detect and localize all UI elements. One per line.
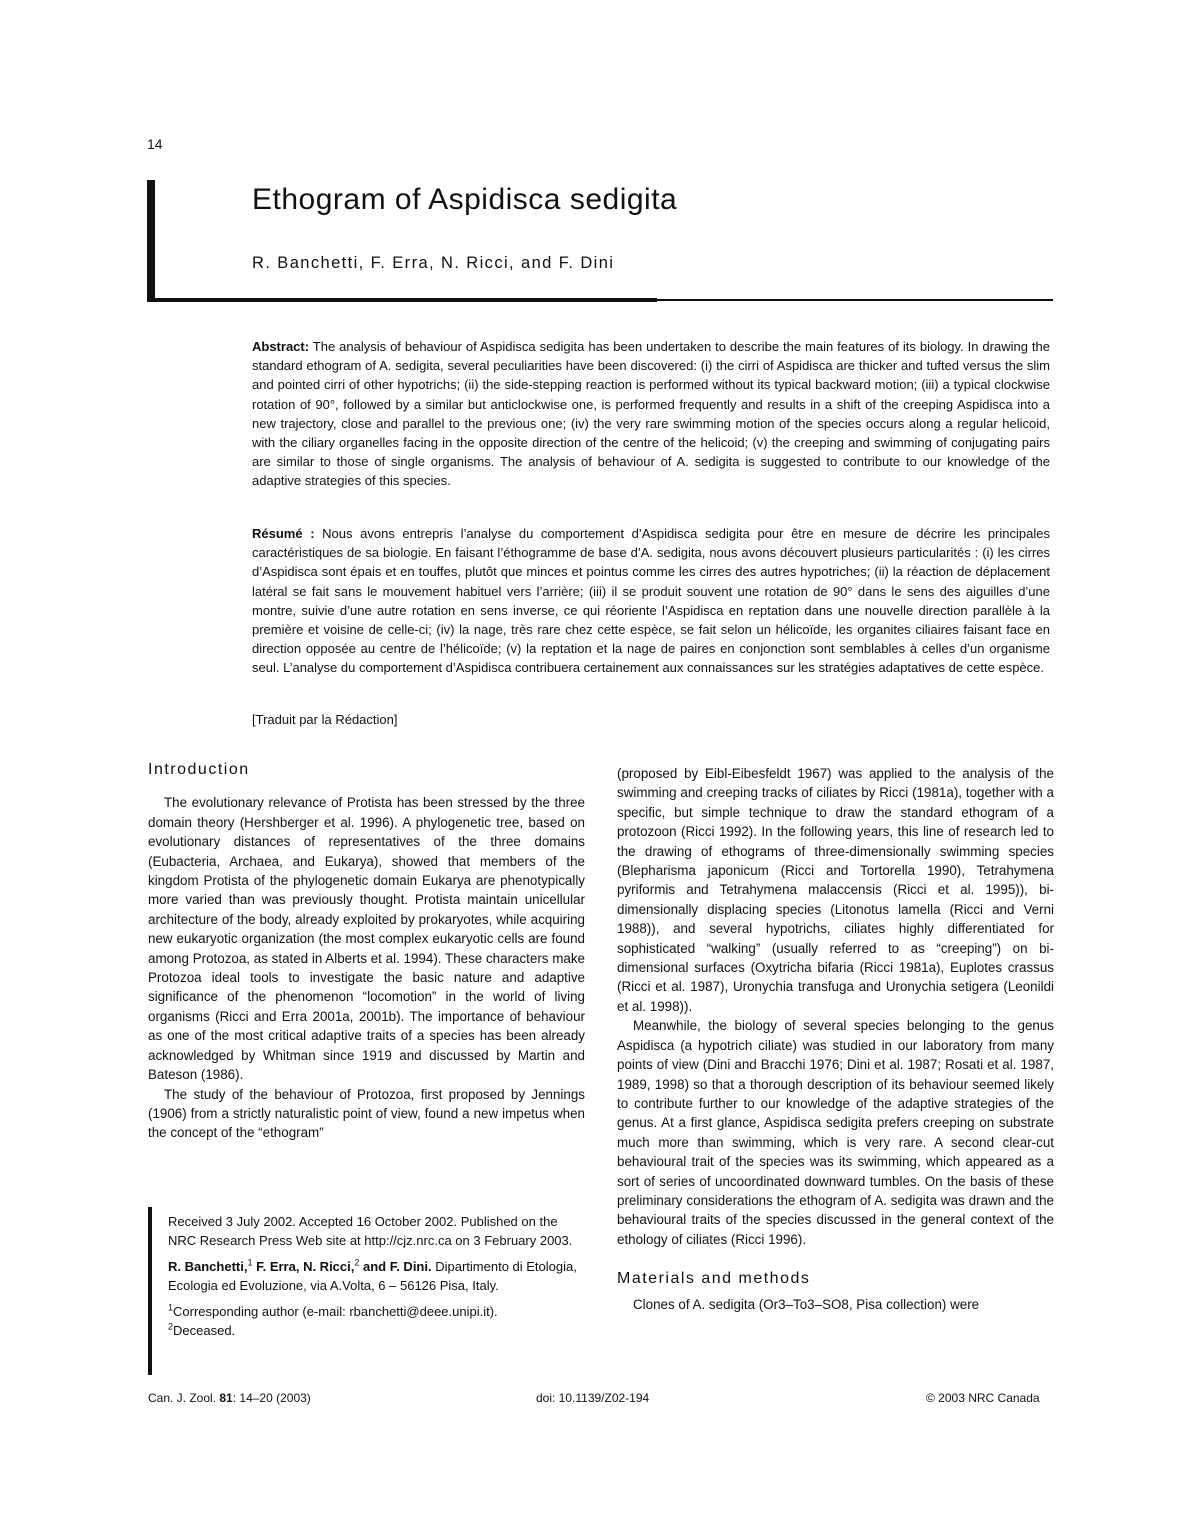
title-bar <box>147 180 155 302</box>
abstract-text: The analysis of behaviour of Aspidisca sedigita has been undertaken to describe the main features of its biology. In drawing the standard ethogram of A. sedigita, several peculiarities have been discovered: (i) the cirri of Aspidisca are thicker and tufted versus the slim and pointed cirri of other hypotrichs; (ii) the side-stepping reaction is performed without its typical backward motion; (iii) a typical clockwise rotation of 90°, followed by a similar but anticlockwise one, is performed frequently and results in a shift of the creeping Aspidisca into a new trajectory, close and parallel to the previous one; (iv) the very rare swimming motion of the species occurs along a regular helicoid, with the ciliary organelles facing in the opposite direction of the centre of the helicoid; (v) the creeping and swimming of conjugating pairs are similar to those of single organisms. The analysis of behaviour of A. sedigita is suggested to contribute to our knowledge of the adaptive strategies of this species. <box>252 339 1050 489</box>
author-affiliation: R. Banchetti,$^1$ F. Erra, N. Ricci,$^2$ and F. Dini. Dipartimento di Etologia, Ecologia ed Evoluzione, via A.Volta, 6 – 56126 Pisa, Italy. <box>168 1257 577 1293</box>
methods-paragraph-1: Clones of A. sedigita (Or3–To3–SO8, Pisa collection) were <box>633 1296 980 1312</box>
intro-paragraph-2: The study of the behaviour of Protozoa, first proposed by Jennings (1906) from a strictly naturalistic point of view, found a new impetus when the concept of the “ethogram” <box>148 1086 585 1141</box>
methods-heading: Materials and methods <box>617 1270 811 1288</box>
introduction-heading: Introduction <box>148 761 250 778</box>
footnote-2: $^2$Deceased. <box>168 1321 236 1338</box>
title-rule <box>147 298 657 302</box>
title-rule-thin <box>657 299 1053 301</box>
doi: doi: 10.1139/Z02-194 <box>536 1391 650 1405</box>
abstract-label: Abstract: <box>252 339 310 354</box>
resume <box>252 524 1050 678</box>
resume-label: Résumé : <box>252 526 315 541</box>
article-authors: R. Banchetti, F. Erra, N. Ricci, and F. Dini <box>252 254 615 272</box>
intro-paragraph-3: Meanwhile, the biology of several species belonging to the genus Aspidisca (a hypotrich ciliate) was studied in our laboratory from many points of view (Dini and Bracchi 1976; Dini et al. 1987; Rosati et al. 1987, 1989, 1998) so that a thorough description of its behaviour seemed likely to contribute further to our knowledge of the adaptive strategies of the genus. At a first glance, Aspidisca sedigita prefers creeping on substrate much more than swimming, which is very rare. A second clear-cut behavioural trait of the species was its swimming, which appeared as a sort of series of uncoordinated downward tumbles. On the basis of these preliminary considerations the ethogram of A. sedigita was drawn and the behavioural traits of the species discussed in the general context of the ethology of ciliates (Ricci 1996). <box>617 1018 1054 1247</box>
article-title: Ethogram of Aspidisca sedigita <box>252 183 678 216</box>
journal-citation: Can. J. Zool. 81: 14–20 (2003) <box>148 1391 311 1405</box>
page-number: 14 <box>147 136 163 152</box>
abstract <box>252 337 1050 491</box>
footnote-1: $^1$Corresponding author (e-mail: rbanchetti@deee.unipi.it). <box>168 1302 498 1319</box>
intro-paragraph-1: The evolutionary relevance of Protista has been stressed by the three domain theory (Hershberger et al. 1996). A phylogenetic tree, based on evolutionary distances of representatives of the three domains (Eubacteria, Archaea, and Eukarya), showed that members of the kingdom Protista of the phylogenetic domain Eukarya are phenotypically more varied than was previously thought. Protista maintain unicellular architecture of the body, already exploited by prokaryotes, while acquiring new eukaryotic organization (the most complex eukaryotic cells are found among Protozoa, as stated in Alberts et al. 1994). These characters make Protozoa ideal tools to investigate the basic nature and adaptive significance of the phenomenon “locomotion” in the world of living organisms (Ricci and Erra 2001a, 2001b). The importance of behaviour as one of the most critical adaptive traits of a species has been already acknowledged by Whitman since 1919 and discussed by Martin and Bateson (1986). <box>148 795 585 1083</box>
copyright: © 2003 NRC Canada <box>926 1391 1040 1405</box>
intro-paragraph-2-continued: (proposed by Eibl-Eibesfeldt 1967) was applied to the analysis of the swimming and creeping tracks of ciliates by Ricci (1981a), together with a specific, but simple technique to draw the standard ethogram of a protozoon (Ricci 1992). In the following years, this line of research led to the drawing of ethograms of three-dimensionally swimming species (Blepharisma japonicum (Ricci and Tortorella 1990), Tetrahymena pyriformis and Tetrahymena malaccensis (Ricci et al. 1995)), bi-dimensionally displacing species (Litonotus lamella (Ricci and Verni 1988)), and several hypotrichs, ciliates highly differentiated for sophisticated “walking” (usually referred to as “creeping”) on bi-dimensional surfaces (Oxytricha bifaria (Ricci 1981a), Euplotes crassus (Ricci et al. 1987), Uronychia transfuga and Uronychia setigera (Leonildi et al. 1998)). <box>617 766 1054 1014</box>
right-column <box>617 764 1054 1314</box>
received-dates: Received 3 July 2002. Accepted 16 October 2002. Published on the NRC Research Press Web site at http://cjz.nrc.ca on 3 February 2003. <box>168 1214 573 1248</box>
left-column <box>148 760 585 1143</box>
footnote-block <box>168 1213 588 1340</box>
resume-text: Nous avons entrepris l’analyse du comportement d’Aspidisca sedigita pour être en mesure de décrire les principales caractéristiques de sa biologie. En faisant l’éthogramme de base d’A. sedigita, nous avons découvert plusieurs particularités : (i) les cirres d’Aspidisca sont épais et en touffes, plutôt que minces et pointus comme les cirres des autres hypotriches; (ii) la réaction de déplacement latéral se fait sans le mouvement habituel vers l’arrière; (iii) il se produit souvent une rotation de 90° dans le sens des aiguilles d’une montre, suivie d’une autre rotation en sens inverse, ce qui réoriente l’Aspidisca en reptation dans une nouvelle direction parallèle à la première et voisine de celle-ci; (iv) la nage, très rare chez cette espèce, se fait selon un hélicoïde, les organites ciliaires faisant face en direction opposée au centre de l’hélicoïde; (v) la reptation et la nage de paires en conjonction sont semblables à celles d’un organisme seul. L’analyse du comportement d’Aspidisca contribuera certainement aux connaissances sur les stratégies adaptatives de cette espèce. <box>252 526 1050 676</box>
translation-note: [Traduit par la Rédaction] <box>252 712 398 727</box>
footnote-bar <box>148 1207 152 1375</box>
